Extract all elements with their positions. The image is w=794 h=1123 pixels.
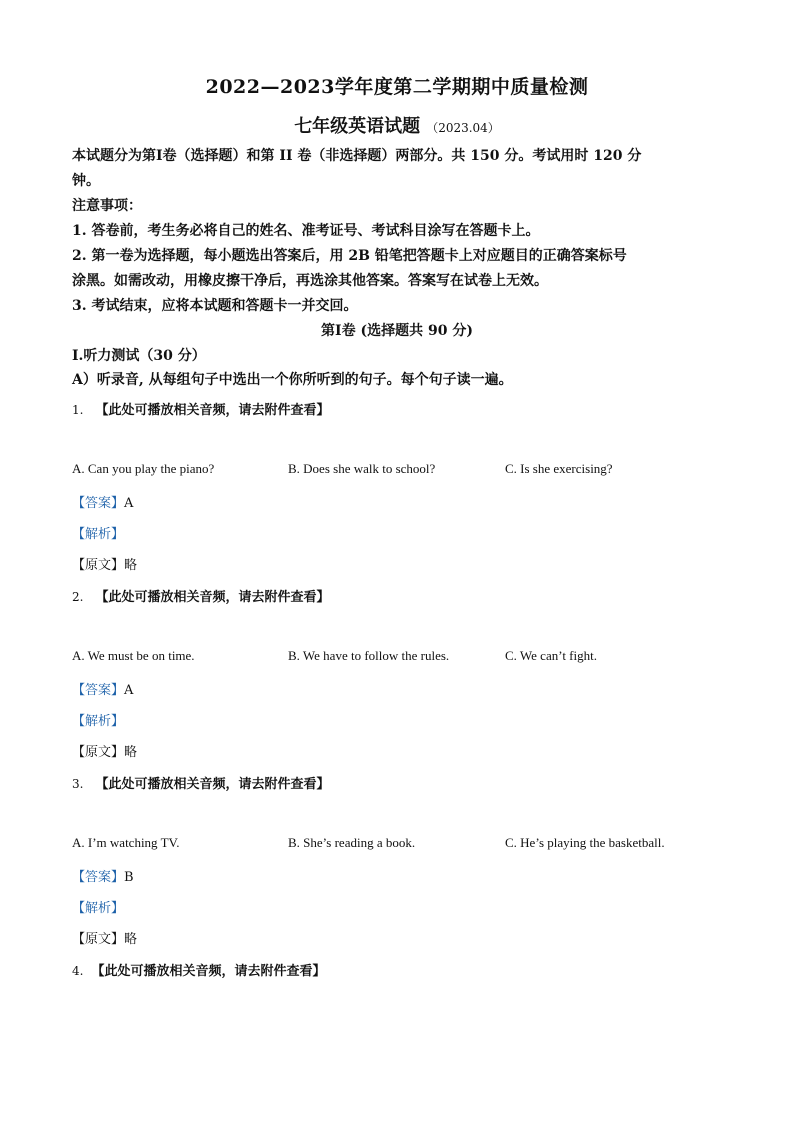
original-value: 略 (124, 745, 138, 760)
question-1 (72, 399, 329, 418)
audio-note: 【此处可播放相关音频，请去附件查看】 (95, 403, 330, 418)
original-value: 略 (124, 932, 138, 947)
audio-note: 【此处可播放相关音频，请去附件查看】 (91, 964, 326, 979)
answer-row (72, 679, 133, 698)
notice-title: 注意事项： (72, 198, 142, 214)
original-label: 【原文】 (72, 932, 125, 947)
answer-value: A (124, 496, 134, 511)
listening-heading: Ⅰ.听力测试（30 分） (72, 348, 206, 364)
option-b: B. We have to follow the rules. (288, 648, 450, 663)
question-number: 1. (72, 403, 84, 417)
original-row (72, 741, 137, 760)
answer-value: A (124, 683, 134, 698)
listening-instruction: A）听录音, 从每组句子中选出一个你所听到的句子。每个句子读一遍。 (72, 372, 513, 388)
answer-row (72, 492, 133, 511)
exam-title: 2022—2023学年度第二学期期中质量检测 (205, 76, 589, 98)
original-label: 【原文】 (72, 745, 125, 760)
analysis-label: 【解析】 (72, 901, 125, 916)
option-c: C. He’s playing the basketball. (505, 835, 665, 850)
question-number: 2. (72, 590, 84, 604)
option-b: B. Does she walk to school? (288, 461, 436, 476)
analysis-row (72, 523, 124, 542)
audio-note: 【此处可播放相关音频，请去附件查看】 (95, 590, 330, 605)
notice-item-2a: 2. 第一卷为选择题，每小题选出答案后，用 2B 铅笔把答题卡上对应题目的正确答案标号 (72, 248, 627, 264)
answer-label: 【答案】 (72, 870, 125, 885)
audio-note: 【此处可播放相关音频，请去附件查看】 (95, 777, 330, 792)
question-number: 4. (72, 964, 84, 978)
answer-label: 【答案】 (72, 683, 125, 698)
option-a: A. We must be on time. (72, 648, 195, 663)
answer-label: 【答案】 (72, 496, 125, 511)
answer-value: B (124, 870, 134, 885)
original-row (72, 554, 137, 573)
intro-line-2: 钟。 (72, 173, 100, 189)
question-3 (72, 773, 329, 792)
option-a: A. Can you play the piano? (72, 461, 215, 476)
option-a: A. I’m watching TV. (72, 835, 180, 850)
answer-row (72, 866, 134, 885)
option-c: C. We can’t fight. (505, 648, 597, 663)
option-b: B. She’s reading a book. (288, 835, 416, 850)
exam-date: （2023.04） (426, 121, 500, 135)
subject-title: 七年级英语试题 (294, 116, 421, 137)
exam-subtitle (0, 112, 794, 138)
original-label: 【原文】 (72, 558, 125, 573)
notice-item-2b: 涂黑。如需改动，用橡皮擦干净后，再选涂其他答案。答案写在试卷上无效。 (72, 273, 548, 289)
original-row (72, 928, 137, 947)
intro-line-1: 本试题分为第Ⅰ卷（选择题）和第 II 卷（非选择题）两部分。共 150 分。考试用时 120 分 (72, 148, 642, 164)
part-one-heading: 第Ⅰ卷 (选择题共 90 分) (321, 323, 473, 339)
notice-item-1: 1. 答卷前，考生务必将自己的姓名、准考证号、考试科目涂写在答题卡上。 (72, 223, 540, 239)
analysis-label: 【解析】 (72, 714, 125, 729)
question-2 (72, 586, 329, 605)
analysis-row (72, 897, 124, 916)
analysis-row (72, 710, 124, 729)
question-4 (72, 960, 325, 979)
option-c: C. Is she exercising? (505, 461, 613, 476)
notice-item-3: 3. 考试结束，应将本试题和答题卡一并交回。 (72, 298, 358, 314)
question-number: 3. (72, 777, 84, 791)
analysis-label: 【解析】 (72, 527, 125, 542)
original-value: 略 (124, 558, 138, 573)
